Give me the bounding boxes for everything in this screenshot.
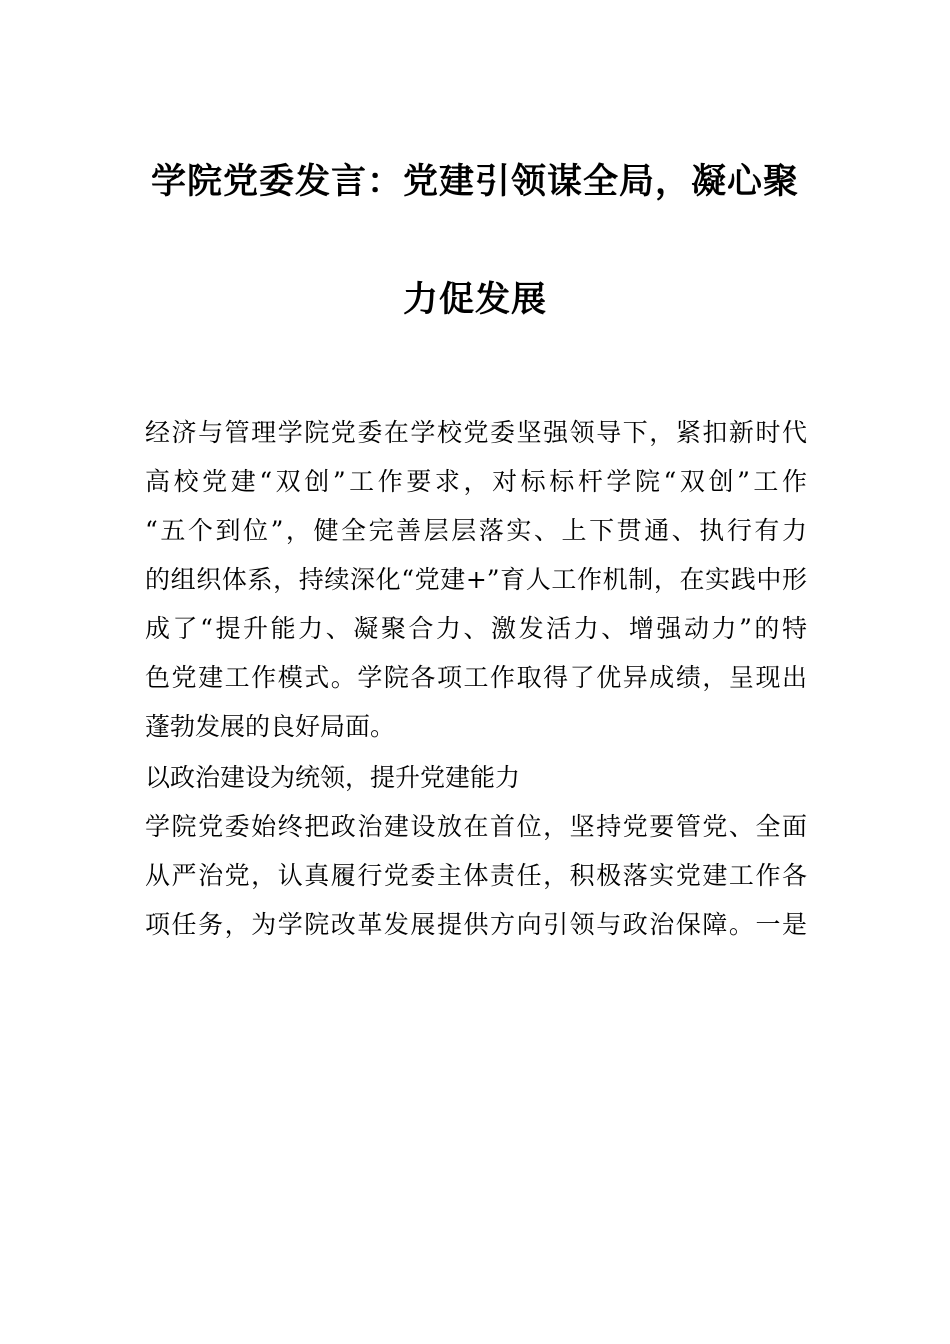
document-title-line-1: 学院党委发言：党建引领谋全局，凝心聚 xyxy=(150,162,799,202)
paragraph-line: 的组织体系，持续深化“党建+”育人工作机制，在实践中形 xyxy=(145,565,807,594)
paragraph-line: 项任务，为学院改革发展提供方向引领与政治保障。一是 xyxy=(145,910,807,939)
section-heading xyxy=(145,753,807,802)
paragraph-line: 蓬勃发展的良好局面。 xyxy=(145,712,396,741)
paragraph-line: 经济与管理学院党委在学校党委坚强领导下，紧扣新时代 xyxy=(145,418,807,447)
document-title-line-2: 力促发展 xyxy=(402,280,547,320)
paragraph-line: 高校党建“双创”工作要求，对标标杆学院“双创”工作 xyxy=(145,467,807,496)
paragraph-line: 学院党委始终把政治建设放在首位，坚持党要管党、全面 xyxy=(145,812,807,841)
section-heading-text: 以政治建设为统领，提升党建能力 xyxy=(145,763,521,792)
paragraph-intro xyxy=(145,408,807,751)
paragraph-line: 成了“提升能力、凝聚合力、激发活力、增强动力”的特 xyxy=(145,614,807,643)
paragraph-line: “五个到位”，健全完善层层落实、上下贯通、执行有力 xyxy=(145,516,807,545)
paragraph-political-construction xyxy=(145,802,807,949)
paragraph-line: 从严治党，认真履行党委主体责任，积极落实党建工作各 xyxy=(145,861,807,890)
paragraph-line: 色党建工作模式。学院各项工作取得了优异成绩，呈现出 xyxy=(145,663,807,692)
